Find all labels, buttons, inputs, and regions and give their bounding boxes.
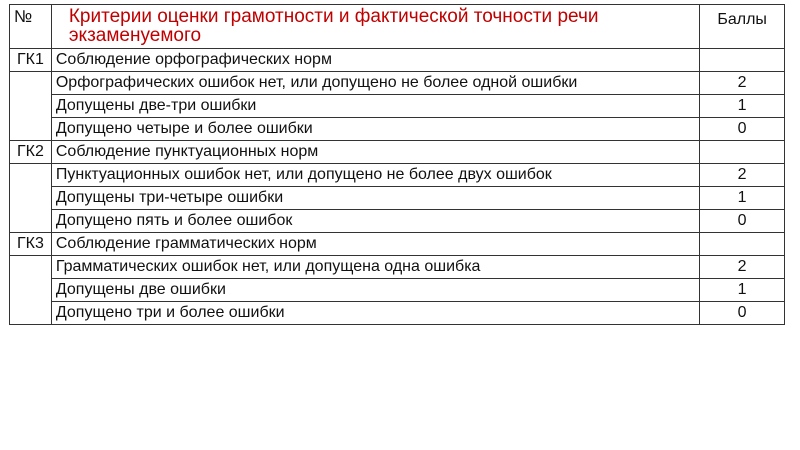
group-code: ГК3 (10, 233, 52, 256)
group-code-blank (10, 256, 52, 325)
points-header: Баллы (700, 5, 785, 49)
number-header: № (10, 5, 52, 49)
group-code: ГК1 (10, 49, 52, 72)
table-row (10, 210, 785, 233)
criterion-points: 0 (700, 118, 785, 141)
criterion-points: 1 (700, 279, 785, 302)
group-title: Соблюдение пунктуационных норм (51, 141, 699, 164)
table-row (10, 279, 785, 302)
criterion-text: Допущено три и более ошибки (51, 302, 699, 325)
group-title: Соблюдение грамматических норм (51, 233, 699, 256)
criterion-points: 1 (700, 187, 785, 210)
criterion-points: 1 (700, 95, 785, 118)
criterion-text: Допущено пять и более ошибок (51, 210, 699, 233)
group-row-gk1 (10, 49, 785, 72)
criterion-text: Грамматических ошибок нет, или допущена одна ошибка (51, 256, 699, 279)
group-row-gk2 (10, 141, 785, 164)
criterion-points: 2 (700, 72, 785, 95)
criterion-points: 2 (700, 164, 785, 187)
header-row (10, 5, 785, 49)
group-row-gk3 (10, 233, 785, 256)
criterion-text: Допущены три-четыре ошибки (51, 187, 699, 210)
criterion-points: 2 (700, 256, 785, 279)
criterion-text: Допущены две-три ошибки (51, 95, 699, 118)
criteria-title-header: Критерии оценки грамотности и фактической точности речи экзаменуемого (51, 5, 699, 49)
criterion-points: 0 (700, 302, 785, 325)
criterion-text: Орфографических ошибок нет, или допущено не более одной ошибки (51, 72, 699, 95)
table-row (10, 164, 785, 187)
table-row (10, 256, 785, 279)
criterion-text: Допущено четыре и более ошибки (51, 118, 699, 141)
table-row (10, 118, 785, 141)
group-code: ГК2 (10, 141, 52, 164)
group-code-blank (10, 164, 52, 233)
table-row (10, 95, 785, 118)
criterion-text: Допущены две ошибки (51, 279, 699, 302)
table-row (10, 72, 785, 95)
criteria-table (9, 4, 785, 325)
group-code-blank (10, 72, 52, 141)
criterion-text: Пунктуационных ошибок нет, или допущено не более двух ошибок (51, 164, 699, 187)
criterion-points: 0 (700, 210, 785, 233)
table-row (10, 187, 785, 210)
group-points-blank (700, 49, 785, 72)
group-points-blank (700, 141, 785, 164)
table-row (10, 302, 785, 325)
group-title: Соблюдение орфографических норм (51, 49, 699, 72)
group-points-blank (700, 233, 785, 256)
